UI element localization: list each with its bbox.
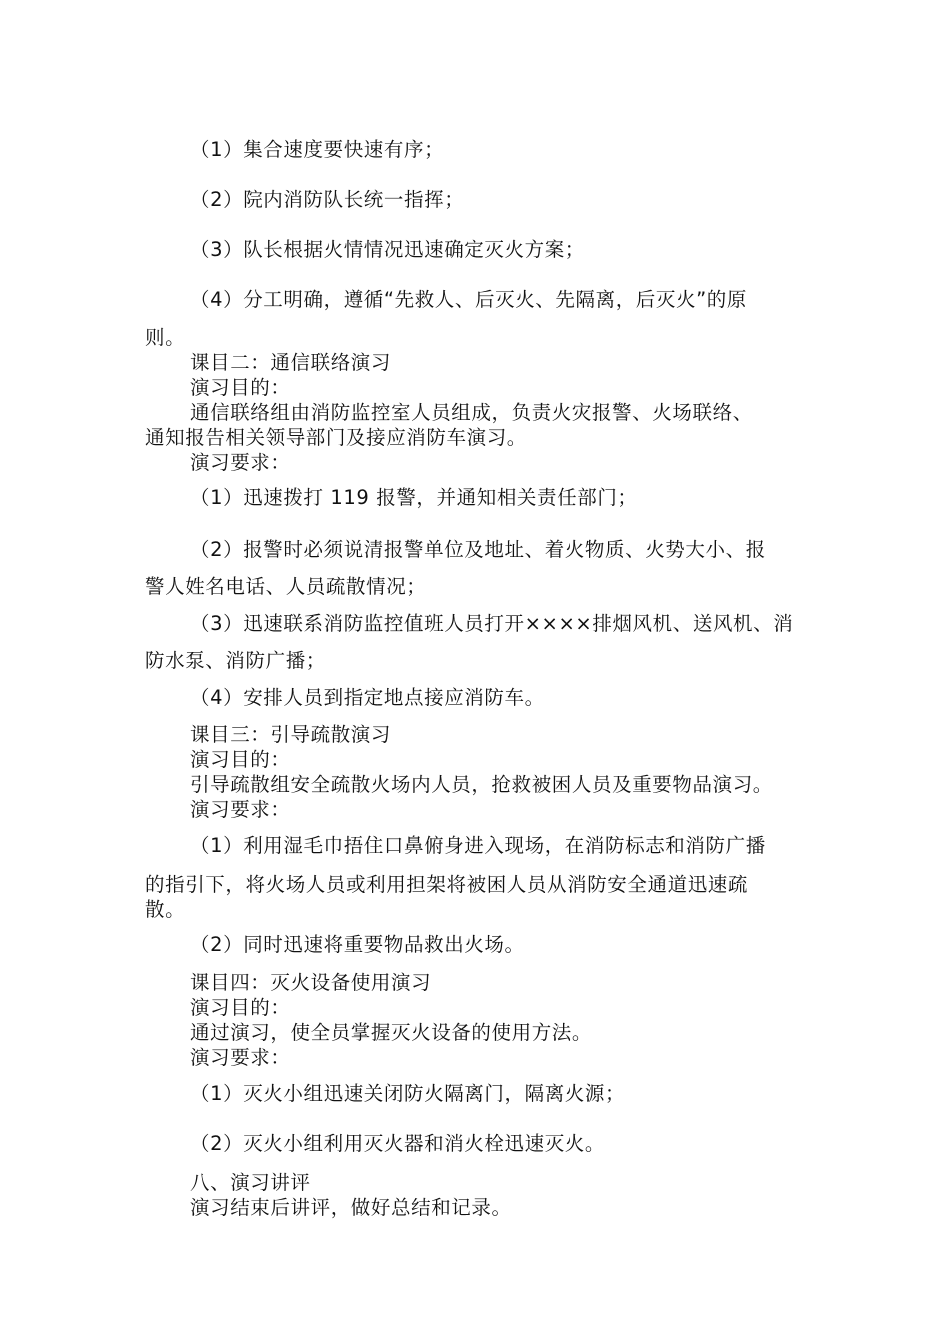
requirement-item-4-line2: 则。 [145, 326, 186, 349]
course3-purpose: 引导疏散组安全疏散火场内人员，抢救被困人员及重要物品演习。 [190, 773, 773, 796]
requirement-item-1: （1）集合速度要快速有序； [190, 138, 445, 161]
course2-requirement-4: （4）安排人员到指定地点接应消防车。 [190, 686, 545, 709]
course2-requirement-2-line2: 警人姓名电话、人员疏散情况； [145, 575, 427, 598]
course2-title: 课目二：通信联络演习 [190, 351, 392, 374]
requirement-item-2: （2）院内消防队长统一指挥； [190, 188, 465, 211]
course4-requirements-label: 演习要求： [190, 1046, 291, 1069]
requirement-item-3: （3）队长根据火情情况迅速确定灭火方案； [190, 238, 585, 261]
course2-requirement-2-line1: （2）报警时必须说清报警单位及地址、着火物质、火势大小、报 [190, 538, 766, 561]
course3-requirement-2: （2）同时迅速将重要物品救出火场。 [190, 933, 525, 956]
course4-requirement-2: （2）灭火小组利用灭火器和消火栓迅速灭火。 [190, 1132, 606, 1155]
course3-requirements-label: 演习要求： [190, 798, 291, 821]
course3-requirement-1-line3: 散。 [145, 898, 186, 921]
course3-requirement-1-line2: 的指引下，将火场人员或利用担架将被困人员从消防安全通道迅速疏 [145, 873, 749, 896]
requirement-item-4-line1: （4）分工明确，遵循“先救人、后灭火、先隔离，后灭火”的原 [190, 288, 748, 311]
course4-purpose: 通过演习，使全员掌握灭火设备的使用方法。 [190, 1021, 593, 1044]
course2-requirement-3-line1: （3）迅速联系消防监控值班人员打开××××排烟风机、送风机、消 [190, 612, 794, 635]
course3-title: 课目三：引导疏散演习 [190, 723, 392, 746]
course2-purpose-line1: 通信联络组由消防监控室人员组成，负责火灾报警、火场联络、 [190, 401, 753, 424]
course4-requirement-1: （1）灭火小组迅速关闭防火隔离门，隔离火源； [190, 1082, 626, 1105]
course2-requirement-1: （1）迅速拨打 119 报警，并通知相关责任部门； [190, 486, 638, 509]
course2-requirements-label: 演习要求： [190, 451, 291, 474]
section8-text: 演习结束后讲评，做好总结和记录。 [190, 1196, 512, 1219]
course2-purpose-label: 演习目的： [190, 376, 291, 399]
course2-requirement-3-line2: 防水泵、消防广播； [145, 649, 326, 672]
course4-purpose-label: 演习目的： [190, 996, 291, 1019]
course3-purpose-label: 演习目的： [190, 748, 291, 771]
section8-title: 八、演习讲评 [190, 1171, 311, 1194]
course4-title: 课目四：灭火设备使用演习 [190, 971, 432, 994]
course2-purpose-line2: 通知报告相关领导部门及接应消防车演习。 [145, 426, 527, 449]
course3-requirement-1-line1: （1）利用湿毛巾捂住口鼻俯身进入现场，在消防标志和消防广播 [190, 834, 766, 857]
